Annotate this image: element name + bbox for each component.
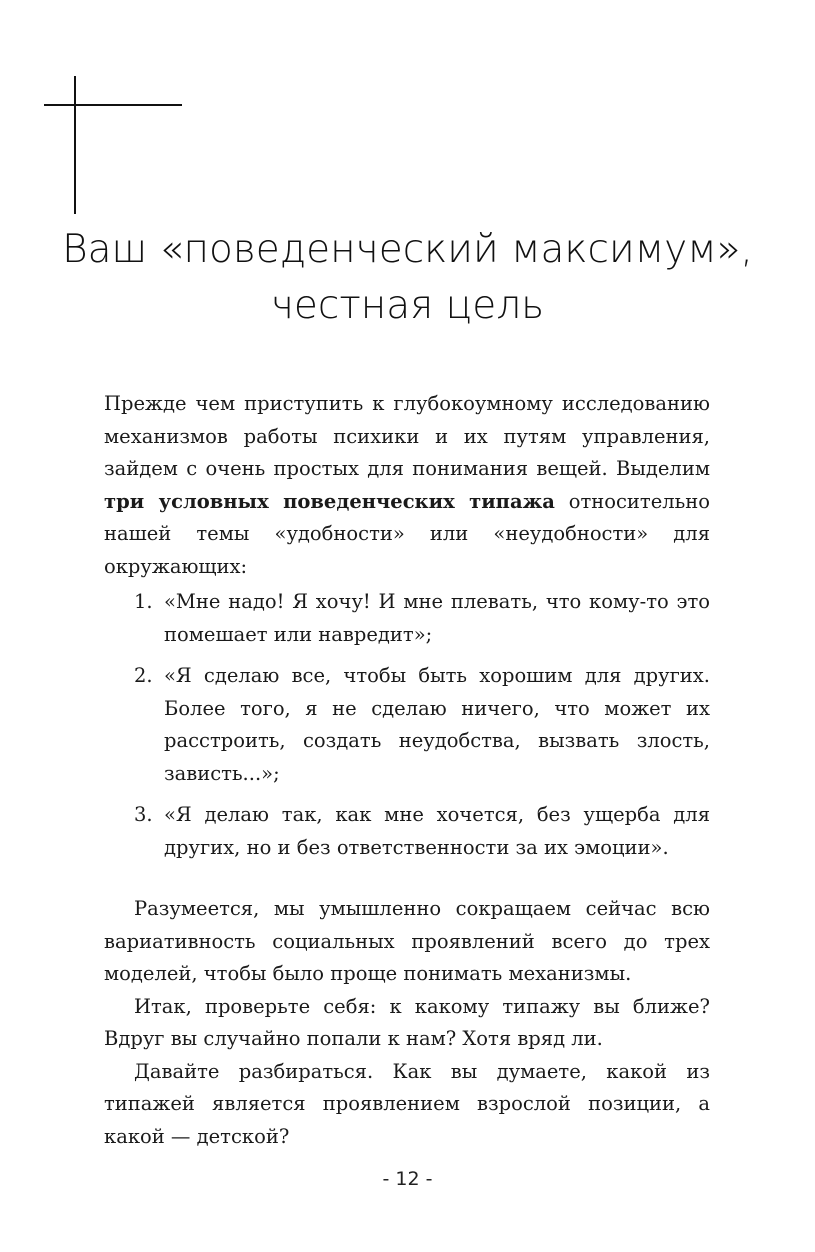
- list-item-number: 2.: [134, 664, 153, 687]
- intro-bold-phrase: три условных поведенческих типажа: [104, 489, 555, 513]
- crop-mark-horizontal: [44, 104, 182, 106]
- chapter-title-line-1: Ваш «поведенческий максимум»,: [62, 227, 753, 272]
- list-item-text: «Мне надо! Я хочу! И мне плевать, что кому-то это помешает или навредит»;: [164, 590, 710, 646]
- page-number: - 12 -: [382, 1168, 433, 1190]
- intro-text-start: Прежде чем приступить к глубокоумному исследованию механизмов работы психики и их путям управления, зайдем с очень простых для понимания вещей. Выделим: [104, 392, 710, 480]
- list-item-text: «Я сделаю все, чтобы быть хорошим для других. Более того, я не сделаю ничего, что может их расстроить, создать неудобства, вызвать злость, зависть...»;: [164, 664, 710, 785]
- list-item: [134, 586, 710, 651]
- body-paragraph: Разумеется, мы умышленно сокращаем сейчас всю вариативность социальных проявлений всего до трех моделей, чтобы было проще понимать механизмы.: [104, 897, 710, 985]
- body-paragraph: Давайте разбираться. Как вы думаете, какой из типажей является проявлением взрослой позиции, а какой — детской?: [104, 1059, 710, 1148]
- closing-section: [104, 893, 710, 1153]
- list-item: [134, 660, 710, 790]
- chapter-title-line-2: честная цель: [270, 283, 545, 328]
- list-item: [134, 799, 710, 864]
- list-item-number: 3.: [134, 803, 153, 826]
- intro-text-end: относительно нашей темы «удобности» или «неудобности» для окружающих:: [104, 489, 710, 578]
- behavior-types-list: [134, 586, 710, 873]
- crop-mark-vertical: [74, 76, 76, 214]
- list-item-number: 1.: [134, 590, 153, 613]
- chapter-title: [0, 222, 815, 334]
- body-paragraph: Итак, проверьте себя: к какому типажу вы ближе? Вдруг вы случайно попали к нам? Хотя вряд ли.: [104, 994, 710, 1050]
- list-item-text: «Я делаю так, как мне хочется, без ущерба для других, но и без ответственности за их эмоции».: [164, 803, 710, 859]
- intro-paragraph: [104, 388, 710, 583]
